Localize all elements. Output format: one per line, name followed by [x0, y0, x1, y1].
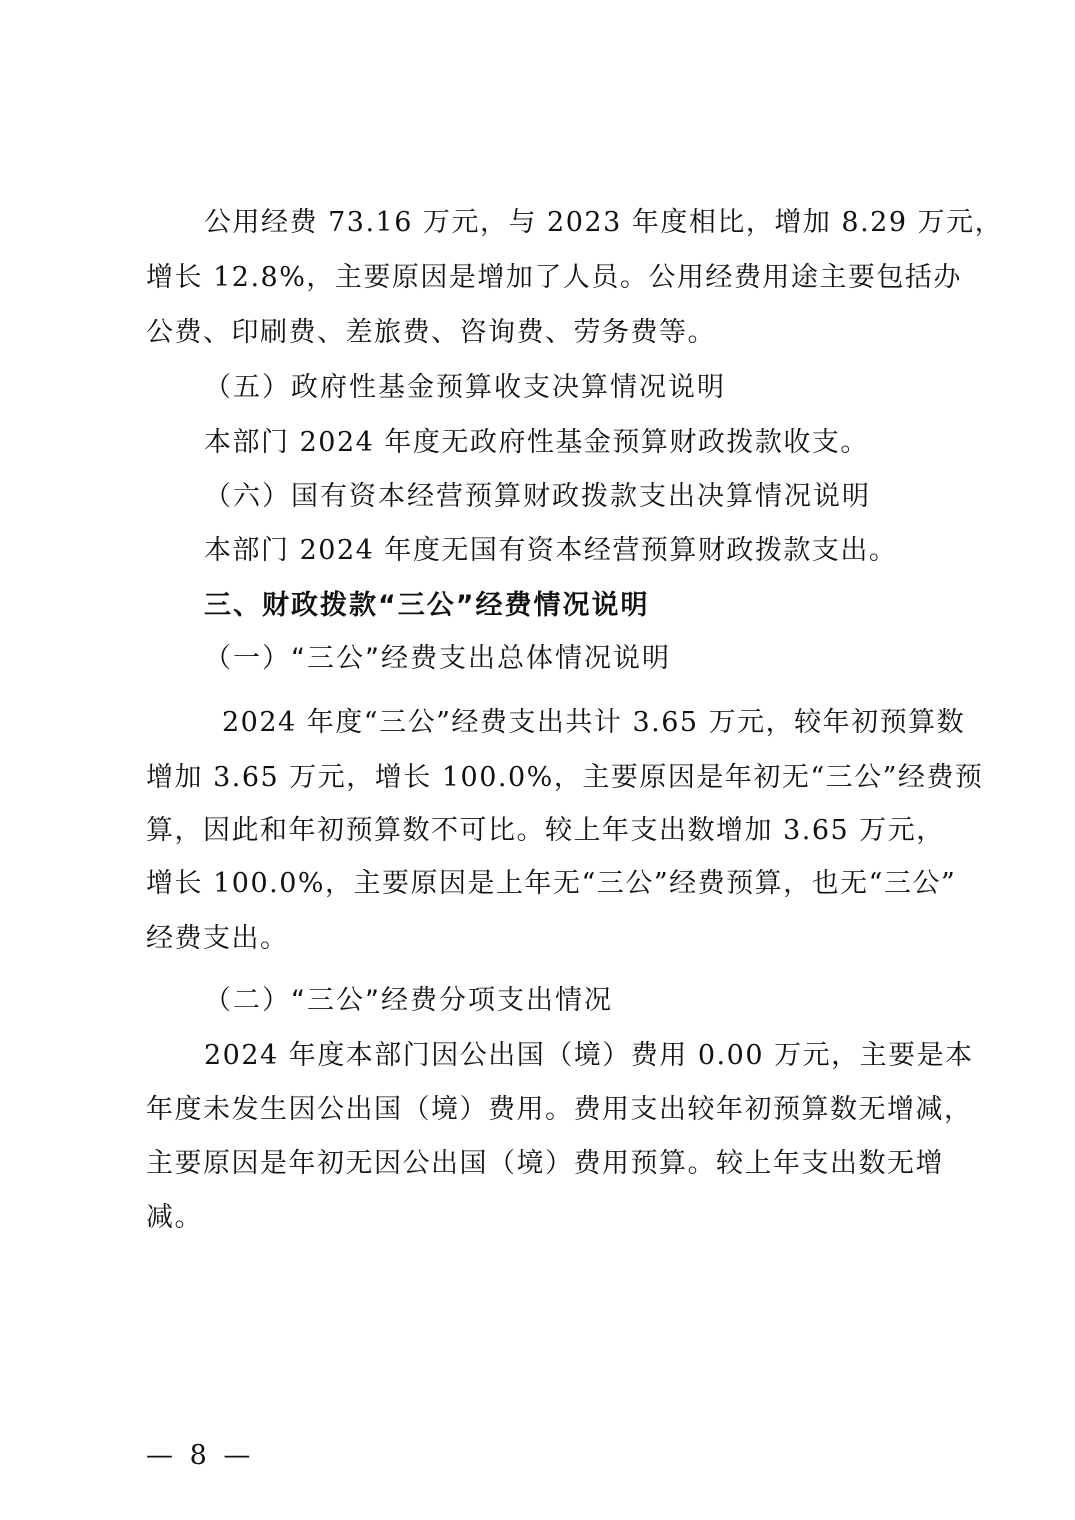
body-text-line: 公用经费 73.16 万元，与 2023 年度相比，增加 8.29 万元， [204, 207, 1004, 238]
body-text-line: 2024 年度本部门因公出国（境）费用 0.00 万元，主要是本 [204, 1040, 974, 1071]
section-heading-6: （六）国有资本经营预算财政拨款支出决算情况说明 [204, 481, 871, 512]
body-text-line: 本部门 2024 年度无政府性基金预算财政拨款收支。 [204, 427, 869, 458]
subsection-heading-2: （二）“三公”经费分项支出情况 [204, 985, 613, 1016]
body-text-line: 减。 [146, 1202, 203, 1233]
body-text-line: 2024 年度“三公”经费支出共计 3.65 万元，较年初预算数 [222, 707, 966, 738]
body-text-line: 经费支出。 [146, 923, 289, 954]
page-number: — 8 — [146, 1440, 255, 1471]
body-text-line: 年度未发生因公出国（境）费用。费用支出较年初预算数无增减， [146, 1094, 973, 1125]
subsection-heading-1: （一）“三公”经费支出总体情况说明 [204, 643, 671, 674]
body-text-line: 增长 12.8%，主要原因是增加了人员。公用经费用途主要包括办 [146, 262, 962, 293]
body-text-line: 增长 100.0%，主要原因是上年无“三公”经费预算，也无“三公” [146, 868, 957, 899]
body-text-line: 算，因此和年初预算数不可比。较上年支出数增加 3.65 万元， [146, 815, 945, 846]
chapter-heading-3: 三、财政拨款“三公”经费情况说明 [204, 590, 650, 621]
body-text-line: 主要原因是年初无因公出国（境）费用预算。较上年支出数无增 [146, 1148, 944, 1179]
body-text-line: 增加 3.65 万元，增长 100.0%，主要原因是年初无“三公”经费预 [146, 762, 984, 793]
body-text-line: 本部门 2024 年度无国有资本经营预算财政拨款支出。 [204, 535, 898, 566]
body-text-line: 公费、印刷费、差旅费、咨询费、劳务费等。 [146, 317, 716, 348]
section-heading-5: （五）政府性基金预算收支决算情况说明 [204, 372, 726, 403]
